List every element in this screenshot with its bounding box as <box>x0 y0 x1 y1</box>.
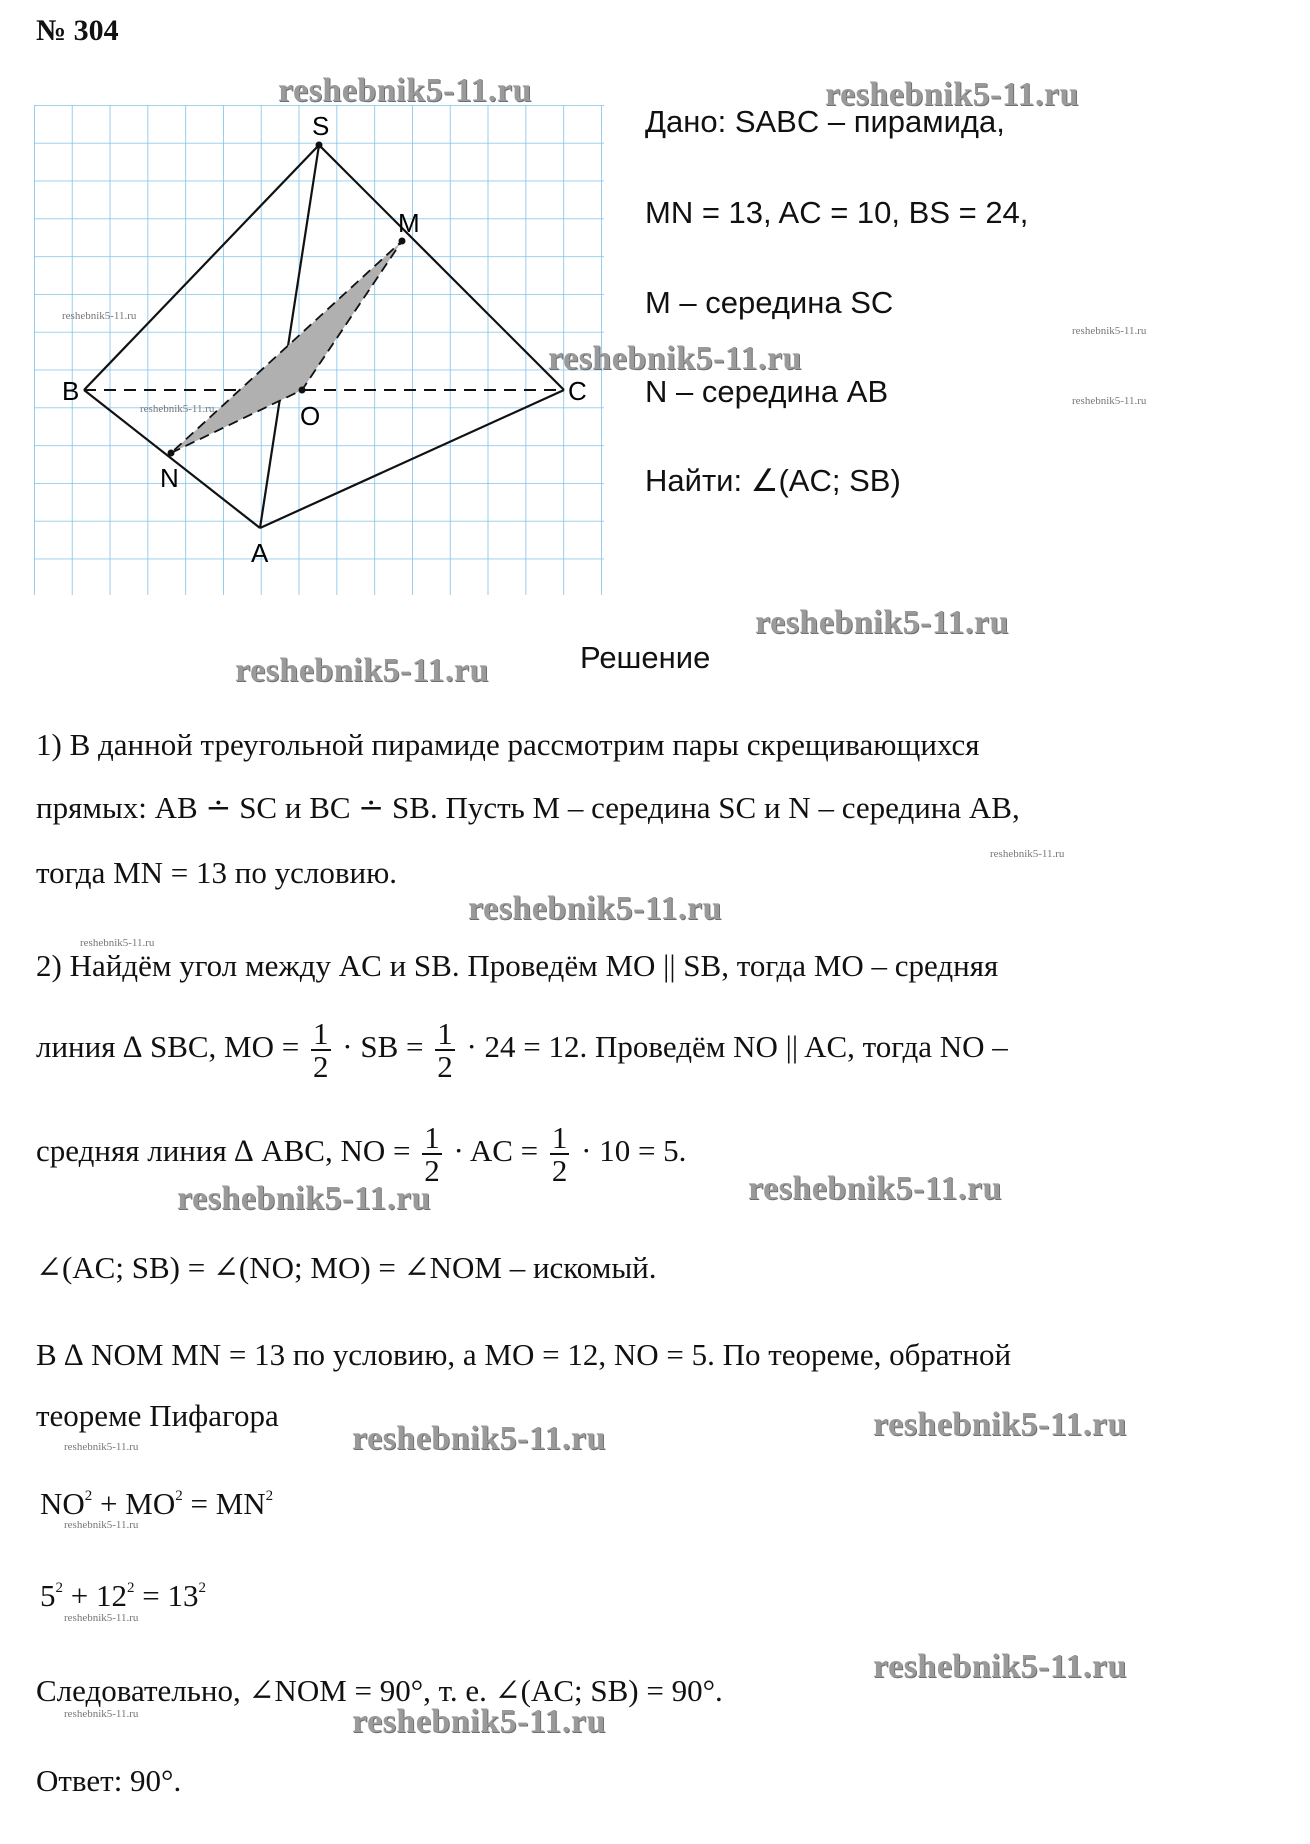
label-b: B <box>62 376 80 406</box>
step1-line-3: тогда MN = 13 по условию. <box>36 855 397 890</box>
watermark: reshebnik5-11.ru <box>468 890 722 927</box>
step2-line-2-b: · SB = <box>342 1029 424 1065</box>
watermark-small: reshebnik5-11.ru <box>1072 395 1147 407</box>
watermark-small: reshebnik5-11.ru <box>80 937 155 949</box>
equation-1: $NO^2 + MO^2 = MN^2$ <box>40 1486 274 1521</box>
answer: Ответ: 90°. <box>36 1763 182 1798</box>
step2-line-3 <box>36 1122 686 1186</box>
watermark-small: reshebnik5-11.ru <box>1072 325 1147 337</box>
step1-line-1: 1) В данной треугольной пирамиде рассмотрим пары скрещивающихся <box>36 727 980 762</box>
label-o: O <box>300 401 321 431</box>
fraction-half: $\frac{1}{2}$ <box>551 1120 568 1188</box>
step2-line-1: 2) Найдём угол между AC и SB. Проведём MO || SB, тогда MO – средняя <box>36 948 999 983</box>
watermark: reshebnik5-11.ru <box>278 72 532 109</box>
fraction-half: $\frac{1}{2}$ <box>313 1016 329 1084</box>
watermark: reshebnik5-11.ru <box>755 604 1009 641</box>
watermark-small: reshebnik5-11.ru <box>64 1708 139 1720</box>
given-line-2: MN = 13, AC = 10, BS = 24, <box>645 195 1029 230</box>
watermark-small: reshebnik5-11.ru <box>64 1441 139 1453</box>
watermark-small: reshebnik5-11.ru <box>990 848 1065 860</box>
label-m: M <box>398 208 420 238</box>
watermark-small: reshebnik5-11.ru <box>62 310 137 322</box>
step2-line-3-c: · 10 = 5. <box>581 1133 687 1169</box>
given-line-5: Найти: ∠(AC; SB) <box>645 463 901 498</box>
step2-line-2-c: · 24 = 12. Проведём NO || AC, тогда NO – <box>466 1029 1008 1065</box>
solution-heading: Решение <box>580 640 711 675</box>
watermark-small: reshebnik5-11.ru <box>64 1612 139 1624</box>
watermark-small: reshebnik5-11.ru <box>140 403 215 415</box>
step2-line-3-b: · AC = <box>453 1133 539 1169</box>
label-n: N <box>160 463 179 493</box>
watermark: reshebnik5-11.ru <box>825 76 1079 113</box>
angle-line: ∠(AC; SB) = ∠(NO; MO) = ∠NOM – искомый. <box>36 1250 657 1285</box>
step2-line-2 <box>36 1018 1008 1082</box>
watermark: reshebnik5-11.ru <box>548 340 802 377</box>
watermark: reshebnik5-11.ru <box>748 1170 1002 1207</box>
watermark: reshebnik5-11.ru <box>235 652 489 689</box>
watermark-small: reshebnik5-11.ru <box>64 1519 139 1531</box>
problem-number: № 304 <box>36 14 119 47</box>
fraction-half: $\frac{1}{2}$ <box>437 1016 453 1084</box>
given-line-4: N – середина AB <box>645 374 889 409</box>
watermark: reshebnik5-11.ru <box>873 1406 1127 1443</box>
watermark: reshebnik5-11.ru <box>873 1648 1127 1685</box>
label-c: C <box>568 376 587 406</box>
step2-line-2-a: линия ∆ SBC, MO = <box>36 1029 300 1065</box>
given-line-3: M – середина SC <box>645 285 894 320</box>
conclusion: Следовательно, ∠NOM = 90°, т. е. ∠(AC; SB) = 90°. <box>36 1673 723 1708</box>
watermark: reshebnik5-11.ru <box>352 1420 606 1457</box>
label-a: A <box>251 538 269 568</box>
watermark: reshebnik5-11.ru <box>177 1180 431 1217</box>
watermark: reshebnik5-11.ru <box>352 1703 606 1740</box>
equation-2: $5^2 + 12^2 = 13^2$ <box>40 1578 206 1613</box>
step2-line-3-a: средняя линия ∆ ABC, NO = <box>36 1133 411 1169</box>
given-line-1: Дано: SABC – пирамида, <box>645 104 1005 139</box>
triangle-line-2: теореме Пифагора <box>36 1398 279 1433</box>
step1-line-2: прямых: AB ∸ SC и BC ∸ SB. Пусть M – середина SC и N – середина AB, <box>36 790 1020 825</box>
triangle-line-1: В ∆ NOM MN = 13 по условию, а MO = 12, NO = 5. По теореме, обратной <box>36 1337 1012 1372</box>
fraction-half: $\frac{1}{2}$ <box>424 1120 440 1188</box>
label-s: S <box>312 111 330 141</box>
pyramid-figure <box>30 95 630 600</box>
